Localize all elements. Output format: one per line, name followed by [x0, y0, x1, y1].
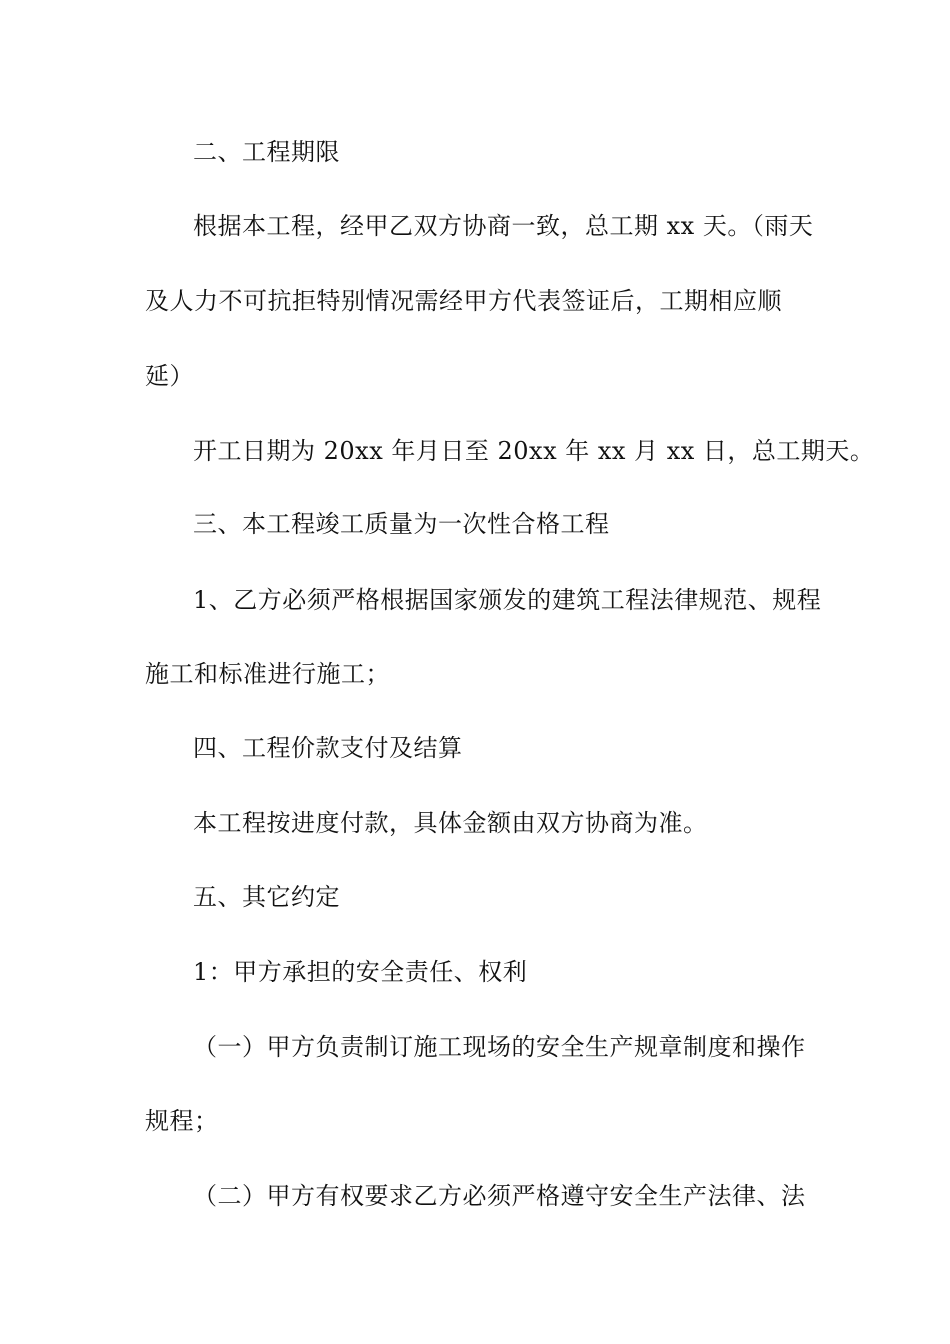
paragraph-line: 及人力不可抗拒特别情况需经甲方代表签证后，工期相应顺	[145, 287, 782, 315]
paragraph-line: 本工程按进度付款，具体金额由双方协商为准。	[193, 809, 708, 837]
paragraph-line: （二）甲方有权要求乙方必须严格遵守安全生产法律、法	[193, 1182, 806, 1210]
paragraph-line: （一）甲方负责制订施工现场的安全生产规章制度和操作	[193, 1033, 806, 1061]
section-heading-3: 三、本工程竣工质量为一次性合格工程	[193, 510, 610, 538]
paragraph-line: 开工日期为 20xx 年月日至 20xx 年 xx 月 xx 日，总工期天。	[193, 437, 875, 465]
paragraph-line: 1：甲方承担的安全责任、权利	[193, 958, 528, 986]
paragraph-line: 延）	[145, 362, 194, 390]
paragraph-line: 规程；	[145, 1107, 219, 1135]
section-heading-5: 五、其它约定	[193, 883, 340, 911]
paragraph-line: 根据本工程，经甲乙双方协商一致，总工期 xx 天。（雨天	[193, 212, 814, 240]
paragraph-line: 施工和标准进行施工；	[145, 660, 390, 688]
paragraph-line: 1、乙方必须严格根据国家颁发的建筑工程法律规范、规程	[193, 586, 822, 614]
section-heading-4: 四、工程价款支付及结算	[193, 734, 463, 762]
section-heading-2: 二、工程期限	[193, 138, 340, 166]
